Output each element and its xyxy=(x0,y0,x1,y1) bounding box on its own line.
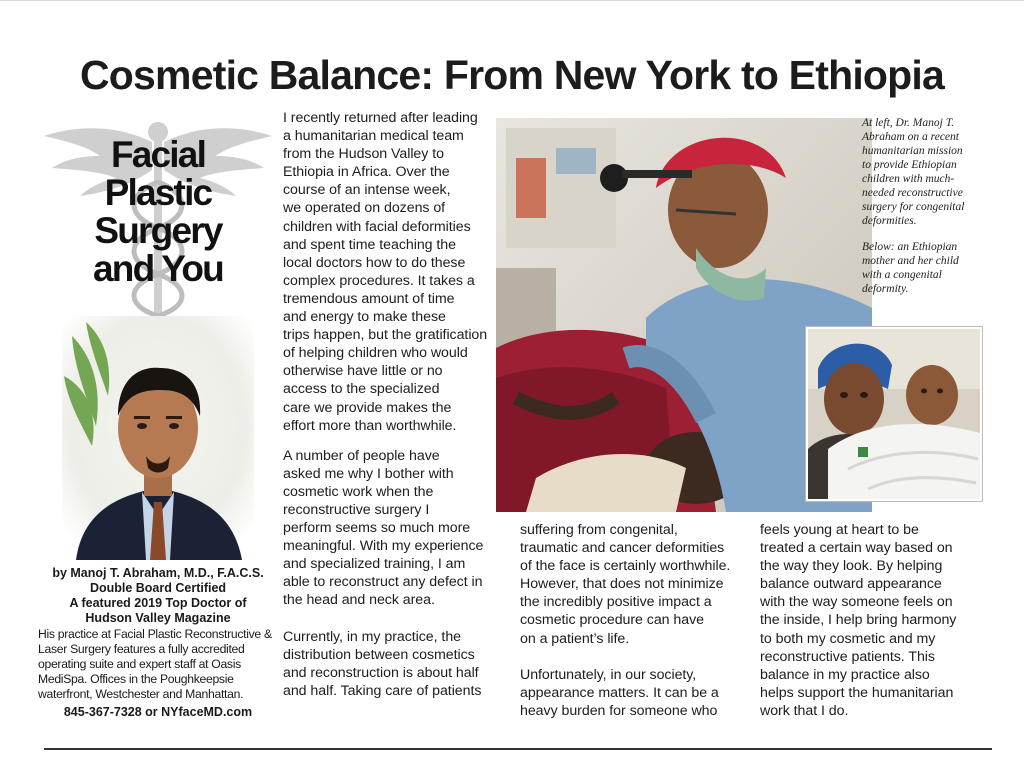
award-line: Hudson Valley Magazine xyxy=(85,611,231,625)
paragraph: Currently, in my practice, the distribution between cosmetics and reconstruction is about half and half. Taking care of patients xyxy=(283,628,482,699)
byline xyxy=(38,566,278,720)
column-logo-title xyxy=(40,136,276,288)
author-portrait xyxy=(62,316,254,560)
headline: Cosmetic Balance: From New York to Ethiopia xyxy=(80,52,944,98)
award-line: A featured 2019 Top Doctor of xyxy=(69,596,247,610)
paragraph: Unfortunately, in our society, appearance matters. It can be a heavy burden for someone who xyxy=(520,666,719,719)
logo-line: and You xyxy=(93,248,223,289)
article-column-3 xyxy=(760,521,984,720)
author-name: by Manoj T. Abraham, M.D., F.A.C.S. xyxy=(52,566,264,580)
main-photo-caption: At left, Dr. Manoj T. Abraham on a recent humanitarian mission to provide Ethiopian children with much- needed reconstructive surgery for congenital deformities. xyxy=(862,117,965,227)
paragraph: suffering from congenital, traumatic and cancer deformities of the face is certainly worthwhile. However, that does not minimize the incredibly positive impact a cosmetic procedure can have on a patient’s life. xyxy=(520,522,731,647)
logo-line: Facial xyxy=(110,134,206,175)
logo-line: Surgery xyxy=(94,210,222,251)
paragraph: I recently returned after leading a humanitarian medical team from the Hudson Valley to Ethiopia in Africa. Over the course of an intense week, we operated on dozens of children with facial deformities and spent time teaching the local doctors how to do these complex procedures. It takes a tremendous amount of time and energy to make these trips happen, but the gratification of helping children who would otherwise have little or no access to the specialized care we provide makes the effort more than worthwhile. xyxy=(283,110,488,434)
article-column-2 xyxy=(520,521,748,720)
paragraph: A number of people have asked me why I bother with cosmetic work when the reconstructive surgery I perform seems so much more meaningful. With my experience and specialized training, I am able to reconstruct any defect in the head and neck area. xyxy=(283,447,484,609)
article-column-1 xyxy=(283,109,507,700)
bottom-rule xyxy=(44,748,992,750)
certification: Double Board Certified xyxy=(89,581,227,595)
contact-info[interactable]: 845-367-7328 or NYfaceMD.com xyxy=(63,705,253,719)
column-logo xyxy=(40,112,276,342)
inset-photo-caption: Below: an Ethiopian mother and her child with a congenital deformity. xyxy=(862,241,959,295)
practice-description: His practice at Facial Plastic Reconstructive & Laser Surgery features a fully accredited operating suite and expert staff at Oasis MediSpa. Offices in the Poughkeepsie waterfront, Westchester and Manhattan. xyxy=(38,627,272,701)
paragraph: feels young at heart to be treated a certain way based on the way they look. By helping balance outward appearance with the way someone feels on the inside, I help bring harmony to both my cosmetic and my reconstructive patients. This balance in my practice also helps support the humanitarian work that I do. xyxy=(760,522,957,719)
mother-child-photo xyxy=(806,327,982,501)
logo-line: Plastic xyxy=(104,172,212,213)
top-rule xyxy=(0,0,1024,1)
